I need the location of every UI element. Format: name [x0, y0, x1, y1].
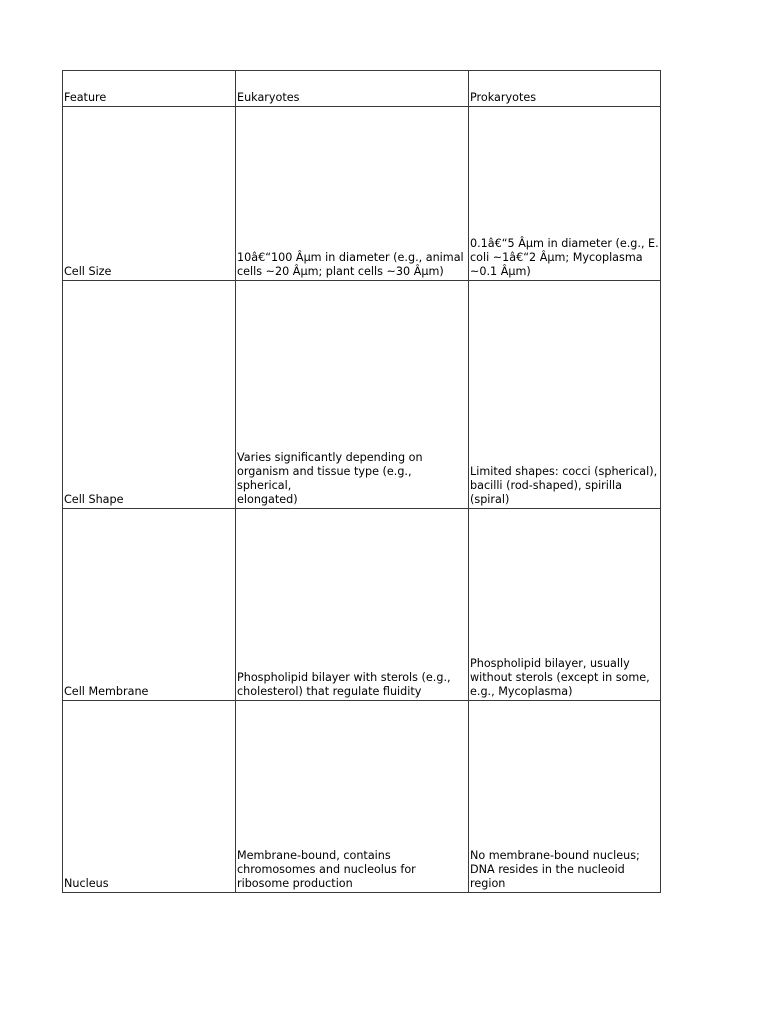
eukaryotes-cell: Phospholipid bilayer with sterols (e.g., cholesterol) that regulate fluidity: [236, 509, 469, 701]
feature-cell: Nucleus: [63, 701, 236, 893]
eukaryotes-cell: Varies significantly depending on organism and tissue type (e.g., spherical, elongated): [236, 281, 469, 509]
feature-cell: Cell Membrane: [63, 509, 236, 701]
feature-cell: Cell Shape: [63, 281, 236, 509]
table-header-row: [63, 71, 661, 107]
prokaryotes-cell: 0.1â€“5 Âµm in diameter (e.g., E. coli ~1â€“2 Âµm; Mycoplasma ~0.1 Âµm): [469, 107, 661, 281]
table-row: [63, 701, 661, 893]
prokaryotes-cell: Limited shapes: cocci (spherical), bacilli (rod-shaped), spirilla (spiral): [469, 281, 661, 509]
comparison-table: [62, 70, 661, 893]
table-row: [63, 281, 661, 509]
eukaryotes-cell: Membrane-bound, contains chromosomes and nucleolus for ribosome production: [236, 701, 469, 893]
table-row: [63, 509, 661, 701]
table-row: [63, 107, 661, 281]
eukaryotes-cell: 10â€“100 Âµm in diameter (e.g., animal cells ~20 Âµm; plant cells ~30 Âµm): [236, 107, 469, 281]
feature-cell: Cell Size: [63, 107, 236, 281]
header-prokaryotes: Prokaryotes: [469, 71, 661, 107]
header-feature: Feature: [63, 71, 236, 107]
prokaryotes-cell: Phospholipid bilayer, usually without sterols (except in some, e.g., Mycoplasma): [469, 509, 661, 701]
prokaryotes-cell: No membrane-bound nucleus; DNA resides in the nucleoid region: [469, 701, 661, 893]
header-eukaryotes: Eukaryotes: [236, 71, 469, 107]
